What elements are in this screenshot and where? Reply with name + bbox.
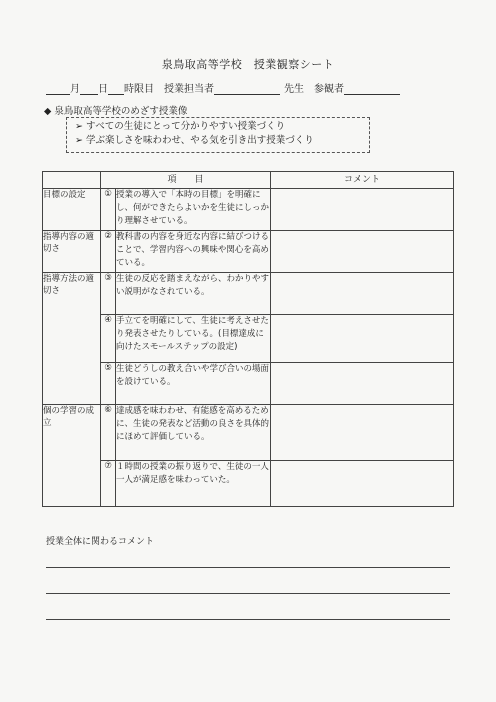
category-method: 指導方法の適切さ — [43, 273, 101, 405]
table-row — [43, 461, 454, 507]
comment-cell[interactable] — [271, 461, 454, 507]
item-number: ⑥ — [101, 405, 116, 461]
comment-cell[interactable] — [271, 405, 454, 461]
vision-heading — [44, 103, 187, 117]
header-blank — [43, 172, 101, 189]
comment-cell[interactable] — [271, 315, 454, 363]
vision-item-text: すべての生徒にとって分かりやすい授業づくり — [85, 121, 286, 132]
item-text: 授業の導入で「本時の目標」を明確にし、何ができたらよいかを生徒にしっかり理解させている。 — [116, 189, 271, 231]
comment-cell[interactable] — [271, 189, 454, 231]
item-text: 教科書の内容を身近な内容に結びつけることで、学習内容への興味や関心を高めている。 — [116, 231, 271, 273]
teacher-label: 授業担当者 — [164, 84, 214, 95]
item-text: １時間の授業の振り返りで、生徒の一人一人が満足感を味わっていた。 — [116, 461, 271, 507]
month-label: 月 — [70, 84, 80, 95]
vision-box — [66, 117, 370, 153]
period-label: 時限目 — [124, 84, 154, 95]
table-row — [43, 315, 454, 363]
observer-field[interactable] — [344, 82, 400, 95]
sensei-label: 先生 — [284, 84, 304, 95]
header-item: 項 目 — [101, 172, 271, 189]
comment-line[interactable] — [46, 619, 450, 620]
diamond-icon: ◆ — [44, 106, 55, 117]
category-individual: 個の学習の成立 — [43, 405, 101, 507]
comment-line[interactable] — [46, 593, 450, 594]
item-text: 生徒どうしの教え合いや学び合いの場面を設けている。 — [116, 363, 271, 405]
table-row — [43, 363, 454, 405]
header-comment: コメント — [271, 172, 454, 189]
vision-item-text: 学ぶ楽しさを味わわせ、やる気を引き出す授業づくり — [85, 135, 314, 146]
month-field[interactable] — [46, 82, 70, 95]
table-header-row — [43, 172, 454, 189]
item-number: ④ — [101, 315, 116, 363]
item-number: ⑦ — [101, 461, 116, 507]
comment-cell[interactable] — [271, 231, 454, 273]
item-text: 達成感を味わわせ、有能感を高めるために、生徒の発表など活動の良さを具体的にほめて評価している。 — [116, 405, 271, 461]
category-goal: 目標の設定 — [43, 189, 101, 231]
comment-cell[interactable] — [271, 363, 454, 405]
category-content: 指導内容の適切さ — [43, 231, 101, 273]
day-field[interactable] — [80, 82, 98, 95]
info-line — [46, 80, 456, 95]
period-field[interactable] — [108, 82, 124, 95]
observation-table — [42, 171, 454, 507]
item-number: ① — [101, 189, 116, 231]
table-row — [43, 189, 454, 231]
item-number: ② — [101, 231, 116, 273]
vision-item — [75, 120, 369, 134]
table-row — [43, 273, 454, 315]
comment-line[interactable] — [46, 567, 450, 568]
vision-item — [75, 134, 369, 148]
overall-comment-label: 授業全体に関わるコメント — [46, 537, 155, 547]
item-number: ⑤ — [101, 363, 116, 405]
comment-cell[interactable] — [271, 273, 454, 315]
arrow-icon: ➢ — [75, 135, 86, 146]
table-row — [43, 231, 454, 273]
page-title: 泉鳥取高等学校 授業観察シート — [161, 58, 335, 71]
table-row — [43, 405, 454, 461]
vision-heading-text: 泉鳥取高等学校のめざす授業像 — [54, 106, 188, 117]
observer-label: 参観者 — [314, 84, 344, 95]
item-text: 生徒の反応を踏まえながら、わかりやすい説明がなされている。 — [116, 273, 271, 315]
item-text: 手立てを明確にして、生徒に考えさせたり発表させたりしている。(目標達成に向けたスモールステップの設定) — [116, 315, 271, 363]
day-label: 日 — [98, 84, 108, 95]
item-number: ③ — [101, 273, 116, 315]
teacher-field[interactable] — [214, 82, 280, 95]
arrow-icon: ➢ — [75, 121, 86, 132]
